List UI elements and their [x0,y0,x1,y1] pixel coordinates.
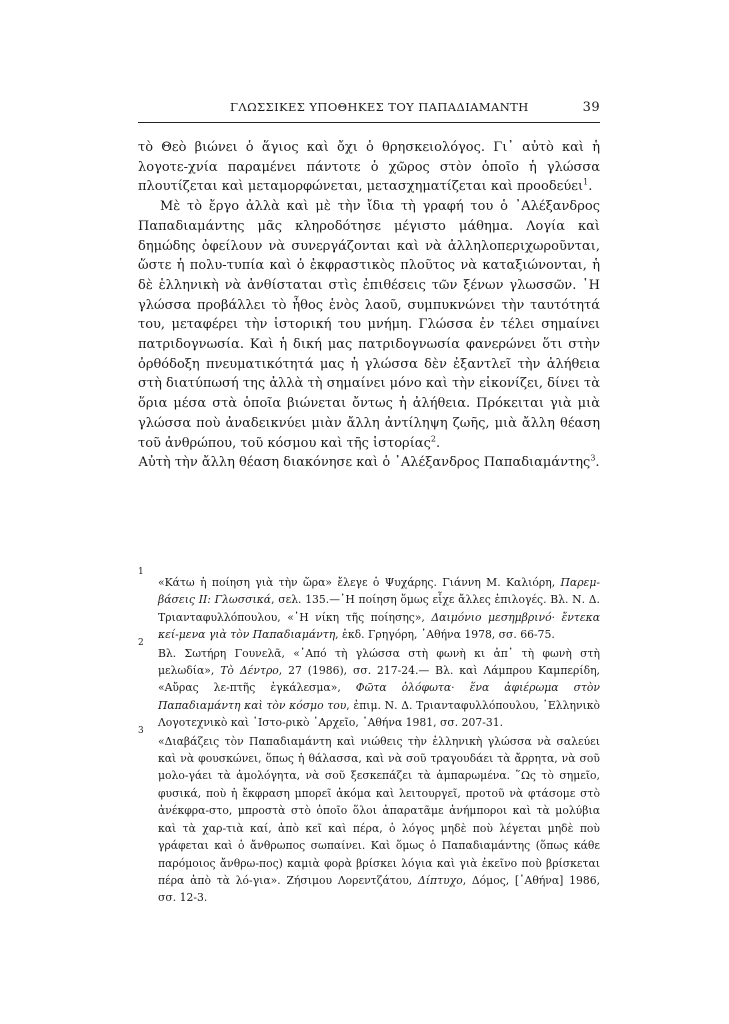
running-title: ΓΛΩΣΣΙΚΕΣ ΥΠΟΘΗΚΕΣ ΤΟΥ ΠΑΠΑΔΙΑΜΑΝΤΗ [230,100,529,114]
footnote-ref: 3 [590,453,596,463]
footnote-3: 3 «Διαβάζεις τὸν Παπαδιαμάντη καὶ νιώθεις τὴν ἑλληνικὴ γλώσσα νὰ σαλεύει καὶ νὰ φουσκώνει, ὅπως ἡ θάλασσα, καὶ νὰ σοῦ τραγουδάει τὰ ἄρρητα, νὰ σοῦ μολο-γάει τὰ ἀμολόγητα, νὰ σοῦ ξεσκεπάζει τὰ ἀμπαρωμένα. ῞Ως τὸ σημεῖο, φυσικά, ποὺ ἡ ἔκφραση μπορεῖ ἀκόμα καὶ λειτουργεῖ, προτοῦ νὰ φτάσομε στὸ ἀνέκφρα-στο, μπροστὰ στὸ ὁποῖο ὅλοι ἀπαρατᾶμε ἀνήμποροι καὶ τὰ μολύβια καὶ τὰ χαρ-τιὰ καί, ἀπὸ κεῖ καὶ πέρα, ὁ λόγος μηδὲ ποὺ λέγεται μηδὲ ποὺ γράφεται καὶ ὁ ἄνθρωπος σωπαίνει. Καὶ ὅμως ὁ Παπαδιαμάντης (ὅπως κάθε παρόμοιος ἄνθρω-πος) καμιὰ φορὰ βρίσκει λόγια καὶ γιὰ ἐκεῖνο ποὺ βρίσκεται πέρα ἀπὸ τὰ λό-για». Ζήσιμου Λορεντζάτου, Δίπτυχο, Δόμος, [᾿Αθήνα] 1986, σσ. 12-3. [138,725,601,905]
footnote-2: 2 Βλ. Σωτήρη Γουνελᾶ, «᾿Από τὴ γλώσσα στὴ φωνὴ κι ἀπ᾿ τὴ φωνὴ στὴ μελωδία», Τὸ Δέντρο, 27 (1986), σσ. 217-24.— Βλ. καὶ Λάμπρου Καμπερίδη, «Αὔρας λε-πτῆς ἐγκάλεσμα», Φῶτα ὁλόφωτα· ἕνα ἀφιέρωμα στὸν Παπαδιαμάντη καὶ τὸν κόσμο του, ἐπιμ. Ν. Δ. Τριανταφυλλόπουλου, ῾Ελληνικὸ Λογοτεχνικὸ καὶ ῾Ιστο-ρικὸ ᾿Αρχεῖο, ᾿Αθήνα 1981, σσ. 207-31. [138,637,600,730]
footnote-1: 1 «Κάτω ἡ ποίηση γιὰ τὴν ὥρα» ἔλεγε ὁ Ψυχάρης. Γιάννη Μ. Καλιόρη, Παρεμ-βάσεις ΙΙ: Γλωσσικά, σελ. 135.—῾Η ποίηση ὅμως εἶχε ἄλλες ἐπιλογές. Βλ. Ν. Δ. Τριανταφυλλόπουλου, «῾Η νίκη τῆς ποίησης», Δαιμόνιο μεσημβρινό· ἔντεκα κεί-μενα γιὰ τὸν Παπαδιαμάντη, ἐκδ. Γρηγόρη, ᾿Αθήνα 1978, σσ. 66-75. [138,567,600,642]
main-text [138,138,600,473]
paragraph: Μὲ τὸ ἔργο ἀλλὰ καὶ μὲ τὴν ἴδια τὴ γραφή του ὁ ᾿Αλέξανδρος Παπαδιαμάντης μᾶς κληροδότησε μέγιστο μάθημα. Λογία καὶ δημώδης ὀφείλουν νὰ συνεργάζονται καὶ νὰ ἀλληλοπεριχωροῦνται, ὥστε ἡ πολυ-τυπία καὶ ὁ ἐκφραστικὸς πλοῦτος νὰ καταξιώνονται, ἡ δὲ ἑλληνικὴ νὰ ἀνθίσταται στὶς ἐπιθέσεις τῶν ξένων γλωσσῶν. ῾Η γλώσσα προβάλλει τὸ ἦθος ἑνὸς λαοῦ, συμπυκνώνει τὴν ταυτότητά του, μεταφέρει τὴν ἱστορική του μνήμη. Γλώσσα ἐν τέλει σημαίνει πατριδογνωσία. Καὶ ἡ δική μας πατριδογνωσία φανερώνει ὅτι στὴν ὀρθόδοξη πνευματικότητά μας ἡ γλώσσα δὲν ἐξαντλεῖ τὴν ἀλήθεια στὴ διατύπωσή της ἀλλὰ τὴ σημαίνει μόνο καὶ τὴν εἰκονίζει, δίνει τὰ ὅρια μέσα στὰ ὁποῖα βιώνεται ὄντως ἡ ἀλήθεια. Πρόκειται γιὰ μιὰ γλώσσα ποὺ ἀναδεικνύει μιὰν ἄλλη ἀντίληψη ζωῆς, μιὰ ἄλλη θέαση τοῦ ἀνθρώπου, τοῦ κόσμου καὶ τῆς ἱστορίας$^2$. [138,199,600,451]
paragraph: τὸ Θεὸ βιώνει ὁ ἅγιος καὶ ὄχι ὁ θρησκειολόγος. Γι᾿ αὐτὸ καὶ ἡ λογοτε-χνία παραμένει πάντοτε ὁ χῶρος στὸν ὁποῖο ἡ γλώσσα πλουτίζεται καὶ μεταμορφώνεται, μετασχηματίζεται καὶ προοδεύει$^1$. [138,140,600,195]
paragraph: Αὐτὴ τὴν ἄλλη θέαση διακόνησε καὶ ὁ ᾿Αλέξανδρος Παπαδιαμάντης$^3$. [138,453,600,471]
footnotes [138,567,601,907]
footnote-ref: 1 [583,178,589,188]
header-rule [138,122,600,123]
page-number: 39 [582,100,600,115]
footnote-ref: 2 [430,434,436,444]
